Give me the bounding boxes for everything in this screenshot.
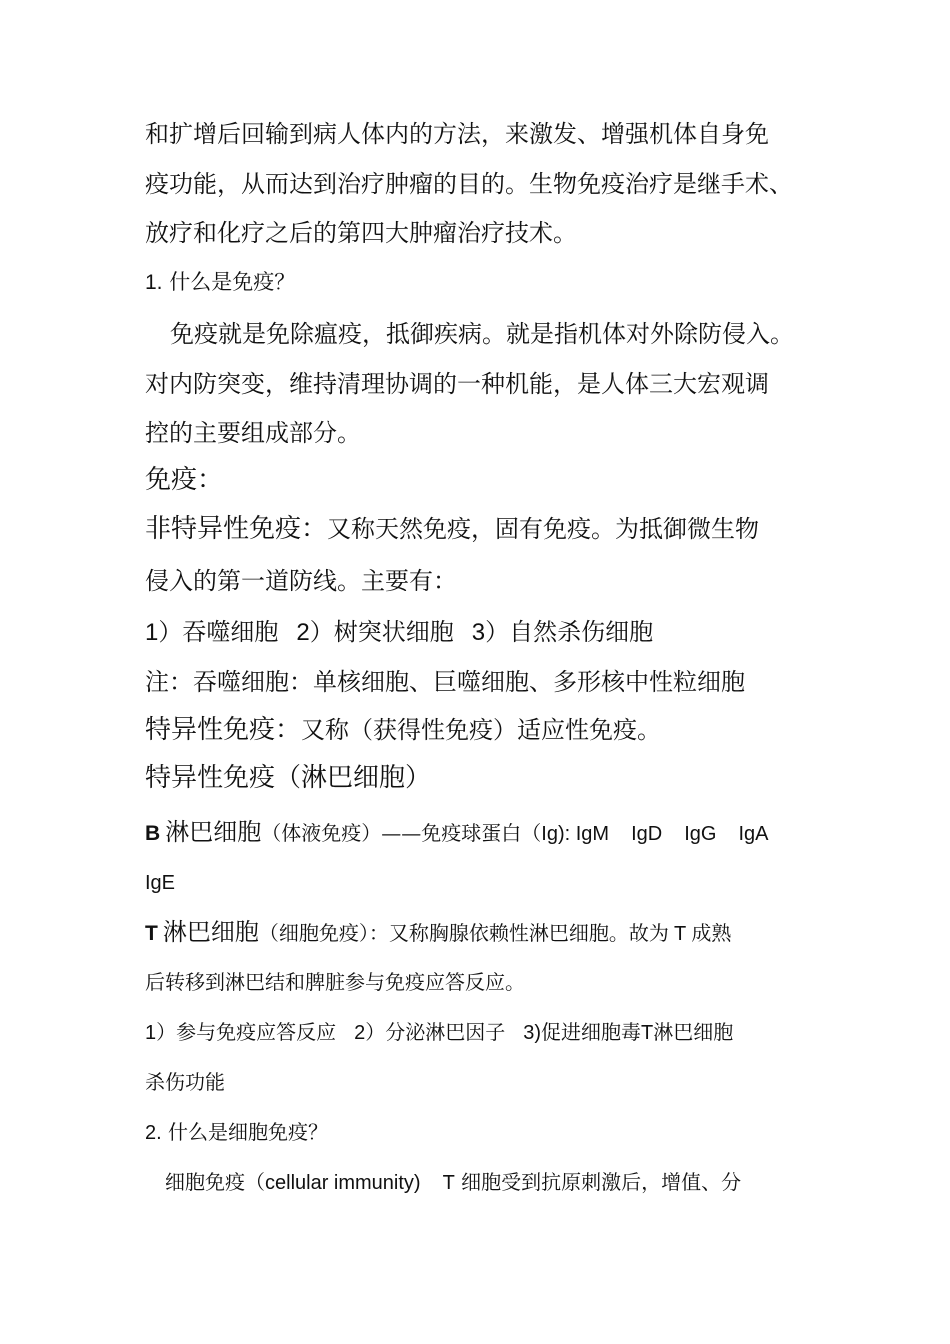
list-marker: 3） <box>471 619 510 646</box>
ig-label: IgE <box>145 872 176 894</box>
paragraph-line: 疫功能，从而达到治疗肿瘤的目的。生物免疫治疗是继手术、 <box>145 170 793 198</box>
ig-label: IgG <box>684 823 717 845</box>
b-cell-line <box>145 820 768 844</box>
t-description: （细胞免疫）：又称胸腺依赖性淋巴细胞。故为 <box>258 921 669 945</box>
paragraph-line: 和扩增后回输到病人体内的方法，来激发、增强机体自身免 <box>145 120 769 148</box>
term-description: 又称天然免疫，固有免疫。为抵御微生物 <box>327 515 760 543</box>
section-heading: 特异性免疫（淋巴细胞） <box>145 763 432 793</box>
t-description-end: 成熟 <box>691 921 732 945</box>
question-heading <box>145 1122 328 1143</box>
question-number: 2. <box>145 1122 162 1144</box>
list-item: 吞噬细胞 <box>182 618 279 646</box>
list-marker: 1） <box>145 1022 177 1044</box>
t-cell-line <box>145 920 731 944</box>
list-marker: 3) <box>523 1022 542 1044</box>
paragraph-line: 对内防突变，维持清理协调的一种机能，是人体三大宏观调 <box>145 370 769 398</box>
t-letter: T <box>145 922 158 945</box>
b-letter: B <box>145 822 161 845</box>
paragraph-line <box>165 1172 741 1193</box>
question-text: 什么是免疫？ <box>169 270 296 294</box>
section-heading: 免疫： <box>145 465 224 495</box>
list-line <box>145 1022 733 1043</box>
question-text: 什么是细胞免疫？ <box>168 1120 329 1144</box>
t-letter-inline: T <box>442 1172 455 1194</box>
paragraph-line: 控的主要组成部分。 <box>145 419 361 447</box>
list-item: 淋巴细胞 <box>653 1020 734 1044</box>
term-heading: 非特异性免疫： <box>145 514 328 544</box>
paragraph-line: 侵入的第一道防线。主要有： <box>145 567 457 595</box>
list-marker: 1） <box>145 619 183 646</box>
term-description: 又称（获得性免疫）适应性免疫。 <box>301 716 662 744</box>
question-number: 1. <box>145 271 163 294</box>
list-marker: 2） <box>296 619 334 646</box>
b-name: 淋巴细胞 <box>165 818 262 846</box>
t-letter-inline: T <box>674 923 687 945</box>
paragraph-line: 杀伤功能 <box>145 1070 225 1094</box>
nonspecific-line <box>145 516 759 542</box>
b-description: （体液免疫）——免疫球蛋白（ <box>261 821 542 845</box>
question-heading <box>145 272 295 293</box>
list-item: 树突状细胞 <box>333 618 454 646</box>
t-letter-inline: T <box>641 1022 654 1044</box>
paragraph-line: 后转移到淋巴结和脾脏参与免疫应答反应。 <box>145 970 525 994</box>
list-item: 自然杀伤细胞 <box>509 618 654 646</box>
english-term: cellular immunity) <box>265 1172 421 1194</box>
ig-label: IgD <box>631 823 663 845</box>
list-marker: 2） <box>354 1022 386 1044</box>
paragraph-line: 放疗和化疗之后的第四大肿瘤治疗技术。 <box>145 219 577 247</box>
list-item: 分泌淋巴因子 <box>385 1020 506 1044</box>
term-heading: 特异性免疫： <box>145 715 302 745</box>
list-line <box>145 620 653 645</box>
text-segment: 细胞免疫（ <box>165 1170 265 1194</box>
list-item: 促进细胞毒 <box>541 1020 642 1044</box>
specific-line <box>145 717 661 743</box>
note-line: 注：吞噬细胞：单核细胞、巨噬细胞、多形核中性粒细胞 <box>145 668 745 696</box>
ig-label: IgA <box>738 823 769 845</box>
list-item: 参与免疫应答反应 <box>176 1020 337 1044</box>
paragraph-line: 免疫就是免除瘟疫，抵御疾病。就是指机体对外除防侵入。 <box>170 320 794 348</box>
ig-label: Ig): IgM <box>541 823 610 845</box>
text-segment: 细胞受到抗原刺激后，增值、分 <box>461 1170 742 1194</box>
t-name: 淋巴细胞 <box>162 918 259 946</box>
